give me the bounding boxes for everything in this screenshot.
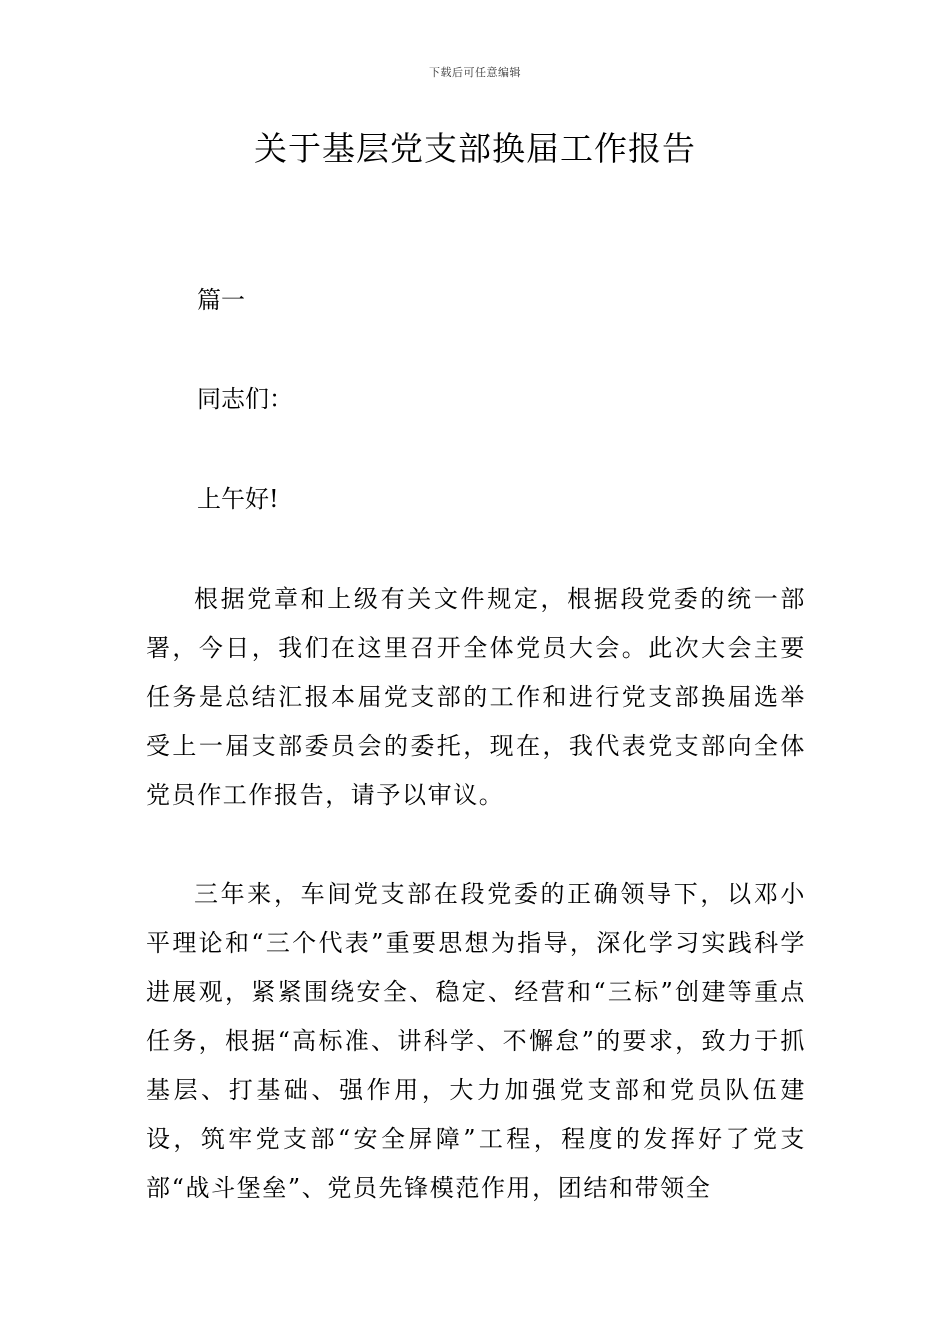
body-paragraph-2: 三年来，车间党支部在段党委的正确领导下，以邓小平理论和“三个代表”重要思想为指导，深化学习实践科学进展观，紧紧围绕安全、稳定、经营和“三标”创建等重点任务，根据“高标准、讲科学、不懈怠”的要求，致力于抓基层、打基础、强作用，大力加强党支部和党员队伍建设，筑牢党支部“安全屏障”工程，程度的发挥好了党支部“战斗堡垒”、党员先锋模范作用，团结和带领全 — [146, 880, 806, 1202]
document-title: 关于基层党支部换届工作报告 — [254, 129, 696, 168]
body-paragraph-1: 根据党章和上级有关文件规定，根据段党委的统一部署，今日，我们在这里召开全体党员大会。此次大会主要任务是总结汇报本届党支部的工作和进行党支部换届选举受上一届支部委员会的委托，现在，我代表党支部向全体党员作工作报告，请予以审议。 — [146, 585, 806, 809]
section-label: 篇一 — [197, 286, 245, 314]
greeting: 上午好! — [197, 485, 279, 513]
salutation: 同志们： — [197, 385, 293, 413]
header-note: 下载后可任意编辑 — [429, 66, 521, 79]
